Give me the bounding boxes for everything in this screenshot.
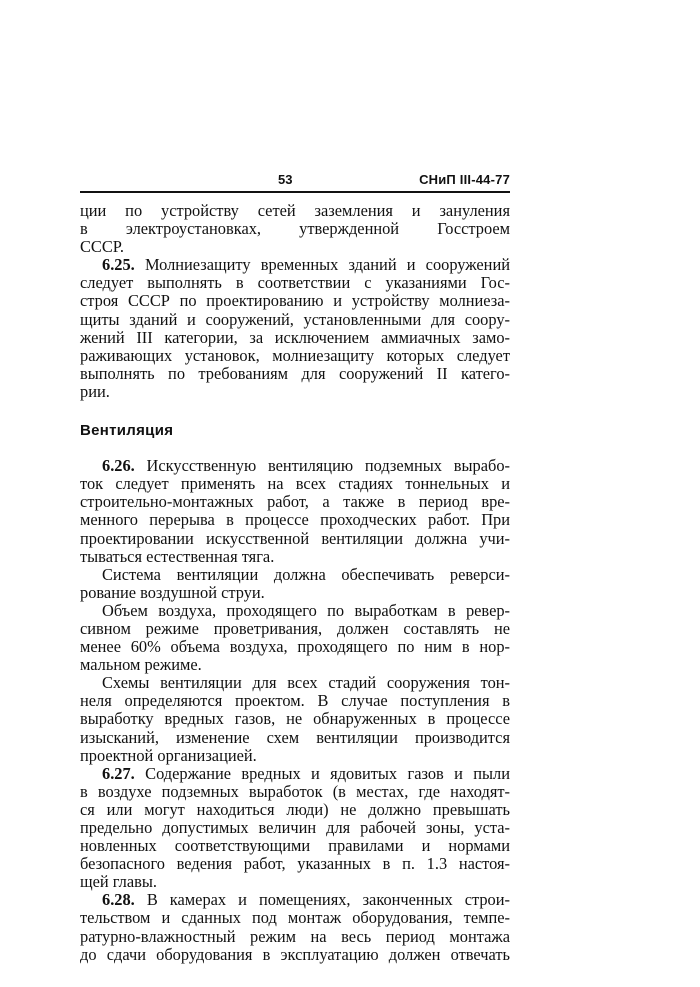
- text-line: СССР.: [80, 237, 124, 257]
- text-line: проектной организацией.: [80, 745, 257, 765]
- text-line: рии.: [80, 381, 110, 401]
- text-line: Схемы вентиляции для всех стадий сооружения тон-: [102, 673, 510, 693]
- text-line: ся или могут находиться люди) не должно превышать: [80, 799, 510, 819]
- text-line: рование воздушной струи.: [80, 582, 265, 602]
- header-rule: [80, 191, 510, 193]
- text-line: тываться естественная тяга.: [80, 546, 275, 566]
- text-line: в воздухе подземных выработок (в местах, где находят-: [80, 781, 510, 801]
- spacer: [80, 401, 510, 422]
- text-line: Содержание вредных и ядовитых газов и пыли: [145, 763, 510, 783]
- text-line: щиты зданий и сооружений, установленными для соору-: [80, 309, 510, 329]
- section-heading: Вентиляция: [80, 422, 174, 440]
- text-line: выполнять по требованиям для сооружений II катего-: [80, 363, 510, 383]
- clause-6-28-first-line: [80, 891, 510, 909]
- page-header: [80, 170, 510, 192]
- text-line: строительно-монтажных работ, а также в период вре-: [80, 492, 510, 512]
- text-line: ток следует применять на всех стадиях тоннельных и: [80, 474, 510, 494]
- text-line: раживающих установок, молниезащиту которых следует: [80, 345, 510, 365]
- text-line: изысканий, изменение схем вентиляции производится: [80, 727, 510, 747]
- text-line: до сдачи оборудования в эксплуатацию должен отвечать: [80, 944, 510, 964]
- text-line: сивном режиме проветривания, должен составлять не: [80, 618, 510, 638]
- text-line: тельством и сданных под монтаж оборудования, темпе-: [80, 908, 510, 928]
- text-line: ции по устройству сетей заземления и зануления: [80, 201, 510, 220]
- clause-number: 6.27.: [102, 763, 135, 783]
- text-line: следует выполнять в соответствии с указаниями Гос-: [80, 273, 510, 293]
- text-line: мальном режиме.: [80, 655, 202, 675]
- text-line: щей главы.: [80, 872, 157, 892]
- text-line: В камерах и помещениях, законченных строи-: [146, 890, 510, 910]
- clause-6-25-first-line: [80, 256, 510, 274]
- clause-number: 6.28.: [102, 890, 135, 910]
- text-line: безопасного ведения работ, указанных в п. 1.3 настоя-: [80, 854, 510, 874]
- clause-6-26-first-line: [80, 457, 510, 475]
- text-line: Система вентиляции должна обеспечивать реверси-: [102, 564, 510, 584]
- text-line: ратурно-влажностный режим на весь период монтажа: [80, 926, 510, 946]
- text-line: Объем воздуха, проходящего по выработкам в ревер-: [102, 600, 510, 620]
- text-line: в электроустановках, утвержденной Госстроем: [80, 219, 510, 239]
- text-line: предельно допустимых величин для рабочей зоны, уста-: [80, 818, 510, 837]
- spacer: [80, 440, 510, 457]
- page-number: 53: [278, 172, 293, 187]
- text-line: неля определяются проектом. В случае поступления в: [80, 691, 510, 711]
- text-line: выработку вредных газов, не обнаруженных в процессе: [80, 709, 510, 729]
- text-line: Искусственную вентиляцию подземных вырабо-: [146, 456, 510, 476]
- text-line: менее 60% объема воздуха, проходящего по ним в нор-: [80, 637, 510, 657]
- text-line: проектировании искусственной вентиляции должна учи-: [80, 528, 510, 548]
- text-line: менного перерыва в процессе проходческих работ. При: [80, 510, 510, 530]
- page-body: [80, 202, 510, 964]
- text-line: новленных соответствующими правилами и нормами: [80, 836, 510, 856]
- text-line: жений III категории, за исключением аммиачных замо-: [80, 327, 510, 347]
- clause-6-27-first-line: [80, 765, 510, 783]
- text-line: Молниезащиту временных зданий и сооружений: [144, 255, 510, 275]
- clause-number: 6.26.: [102, 456, 135, 476]
- document-code: СНиП III-44-77: [419, 172, 510, 187]
- text-line: строя СССР по проектированию и устройству молниеза-: [80, 291, 510, 311]
- clause-number: 6.25.: [102, 255, 135, 275]
